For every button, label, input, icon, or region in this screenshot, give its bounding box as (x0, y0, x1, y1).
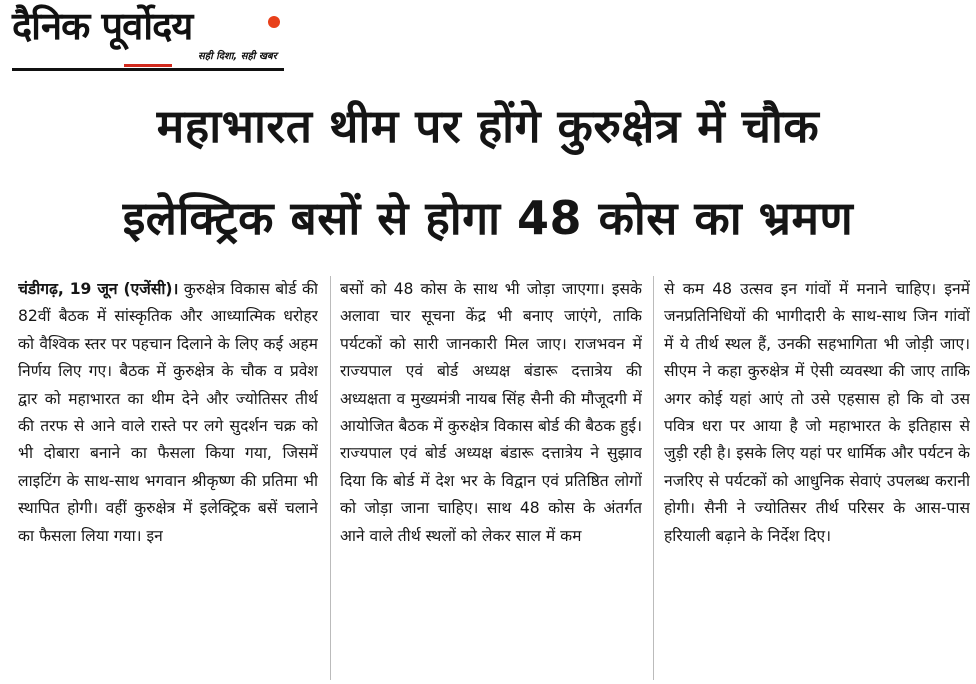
newspaper-tagline: सही दिशा, सही खबर (198, 51, 277, 62)
column-divider-2 (653, 276, 654, 680)
article-column-2: बसों को 48 कोस के साथ भी जोड़ा जाएगा। इसके अलावा चार सूचना केंद्र भी बनाए जाएंगे, ताकि पर्यटकों को सारी जानकारी मिल जाए। राजभवन में राज्यपाल एवं बोर्ड अध्यक्ष बंडारू दत्तात्रेय की अध्यक्षता व मुख्यमंत्री नायब सिंह सैनी की मौजूदगी में आयोजित बैठक में कुरुक्षेत्र विकास बोर्ड की बैठक हुई। राज्यपाल एवं बोर्ड अध्यक्ष बंडारू दत्तात्रेय ने सुझाव दिया कि बोर्ड में देश भर के विद्वान एवं प्रतिष्ठित लोगों को जोड़ा जाना चाहिए। साथ 48 कोस के अंतर्गत आने वाले तीर्थ स्थलों को लेकर साल में कम (340, 280, 642, 545)
dateline: चंडीगढ़, 19 जून (एजेंसी)। (18, 280, 179, 298)
headline-line-2: इलेक्ट्रिक बसों से होगा 48 कोस का भ्रमण (122, 191, 854, 245)
masthead (12, 4, 284, 70)
logo-dot-icon (268, 16, 280, 28)
newspaper-logo: दैनिक पूर्वोदय (12, 4, 193, 48)
article-column-3: से कम 48 उत्सव इन गांवों में मनाने चाहिए। इनमें जनप्रतिनिधियों की भागीदारी के साथ-साथ जिन गांवों में ये तीर्थ स्थल हैं, उनकी सहभागिता भी जोड़ी जाए। सीएम ने कहा कुरुक्षेत्र में ऐसी व्यवस्था की जाए ताकि अगर कोई यहां आएं तो उसे एहसास हो कि वो उस पवित्र धरा पर आया है जो महाभारत के इतिहास से जुड़ी रही है। इसके लिए यहां पर धार्मिक और पर्यटन के नजरिए से पर्यटकों को आधुनिक सेवाएं उपलब्ध करानी होगी। सैनी ने ज्योतिसर तीर्थ परिसर के आस-पास हरियाली बढ़ाने के निर्देश दिए। (664, 280, 970, 545)
headline-line-1: महाभारत थीम पर होंगे कुरुक्षेत्र में चौक (156, 99, 820, 153)
article-column-1 (18, 276, 318, 680)
logo-rule (12, 68, 284, 71)
logo-red-rule (124, 64, 172, 67)
article-column-1-text: कुरुक्षेत्र विकास बोर्ड की 82वीं बैठक में सांस्कृतिक और आध्यात्मिक धरोहर को वैश्विक स्तर पर पहचान दिलाने के लिए कई अहम निर्णय लिए गए। बैठक में कुरुक्षेत्र के चौक व प्रवेश द्वार को महाभारत का थीम देने और ज्योतिसर तीर्थ की तरफ से आने वाले रास्ते पर लगे सुदर्शन चक्र को भी दोबारा बनाने का फैसला किया गया, जिसमें लाइटिंग के साथ-साथ भगवान श्रीकृष्ण की प्रतिमा भी स्थापित होगी। वहीं कुरुक्षेत्र में इलेक्ट्रिक बसें चलाने का फैसला लिया गया। इन (18, 280, 318, 545)
column-divider-1 (330, 276, 331, 680)
